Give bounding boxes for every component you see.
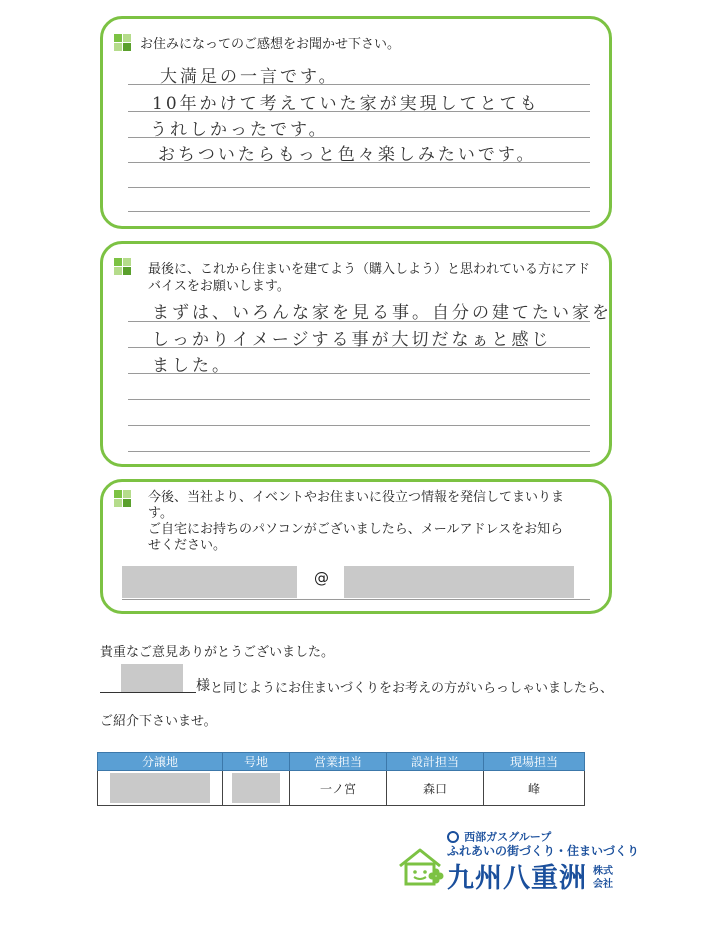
header-site: 現場担当 bbox=[484, 753, 585, 771]
cell-lot-number bbox=[223, 771, 290, 806]
cell-site: 峰 bbox=[484, 771, 585, 806]
answer-line bbox=[128, 451, 590, 452]
cell-design: 森口 bbox=[387, 771, 484, 806]
group-name: 西部ガスグループ bbox=[464, 830, 552, 844]
header-sales: 営業担当 bbox=[290, 753, 387, 771]
header-design: 設計担当 bbox=[387, 753, 484, 771]
handwritten-answer: ました。 bbox=[152, 356, 232, 376]
cell-sales: 一ノ宮 bbox=[290, 771, 387, 806]
thanks-text: ご紹介下さいませ。 bbox=[100, 714, 217, 729]
header-lot: 分譲地 bbox=[98, 753, 223, 771]
clover-icon bbox=[428, 868, 444, 884]
cell-lot bbox=[98, 771, 223, 806]
company-tagline: ふれあいの街づくり・住まいづくり bbox=[447, 844, 640, 858]
company-suffix-top: 株式 bbox=[593, 866, 613, 877]
redacted-email-user bbox=[122, 566, 297, 598]
handwritten-answer: まずは、いろんな家を見る事。自分の建てたい家を bbox=[152, 303, 612, 323]
info-text: す。 bbox=[148, 506, 173, 521]
company-suffix-bottom: 会社 bbox=[593, 879, 613, 890]
sama-text: 様 bbox=[196, 678, 210, 694]
question-text: お住みになってのご感想をお聞かせ下さい。 bbox=[140, 37, 401, 52]
answer-line bbox=[128, 425, 590, 426]
header-lot-number: 号地 bbox=[223, 753, 290, 771]
info-text: ご自宅にお持ちのパソコンがございましたら、メールアドレスをお知ら bbox=[148, 522, 564, 537]
info-text: せください。 bbox=[148, 538, 227, 553]
email-underline bbox=[122, 599, 590, 600]
group-mark-icon bbox=[447, 831, 459, 843]
redacted-name bbox=[121, 664, 183, 692]
handwritten-answer: 大満足の一言です。 bbox=[160, 67, 339, 87]
redacted-email-domain bbox=[344, 566, 574, 598]
name-underline bbox=[100, 692, 196, 693]
answer-line bbox=[128, 187, 590, 188]
answer-line bbox=[128, 211, 590, 212]
question-text: 最後に、これから住まいを建てよう（購入しよう）と思われている方にアド bbox=[148, 262, 591, 277]
leaf-icon bbox=[114, 490, 132, 508]
thanks-text: と同じようにお住まいづくりをお考えの方がいらっしゃいましたら、 bbox=[210, 681, 614, 696]
leaf-icon bbox=[114, 34, 132, 52]
handwritten-answer: しっかりイメージする事が大切だなぁと感じ bbox=[152, 330, 552, 350]
question-text: バイスをお願いします。 bbox=[148, 279, 290, 294]
handwritten-answer: うれしかったです。 bbox=[150, 120, 329, 140]
handwritten-answer: おちついたらもっと色々楽しみたいです。 bbox=[158, 145, 537, 165]
at-sign: @ bbox=[314, 569, 329, 587]
leaf-icon bbox=[114, 258, 132, 276]
thanks-text: 貴重なご意見ありがとうございました。 bbox=[100, 645, 335, 660]
staff-table bbox=[97, 752, 585, 806]
company-name: 九州八重洲 bbox=[447, 863, 587, 894]
answer-line bbox=[128, 399, 590, 400]
handwritten-answer: 10年かけて考えていた家が実現してとても bbox=[152, 94, 540, 114]
info-text: 今後、当社より、イベントやお住まいに役立つ情報を発信してまいりま bbox=[148, 490, 565, 505]
